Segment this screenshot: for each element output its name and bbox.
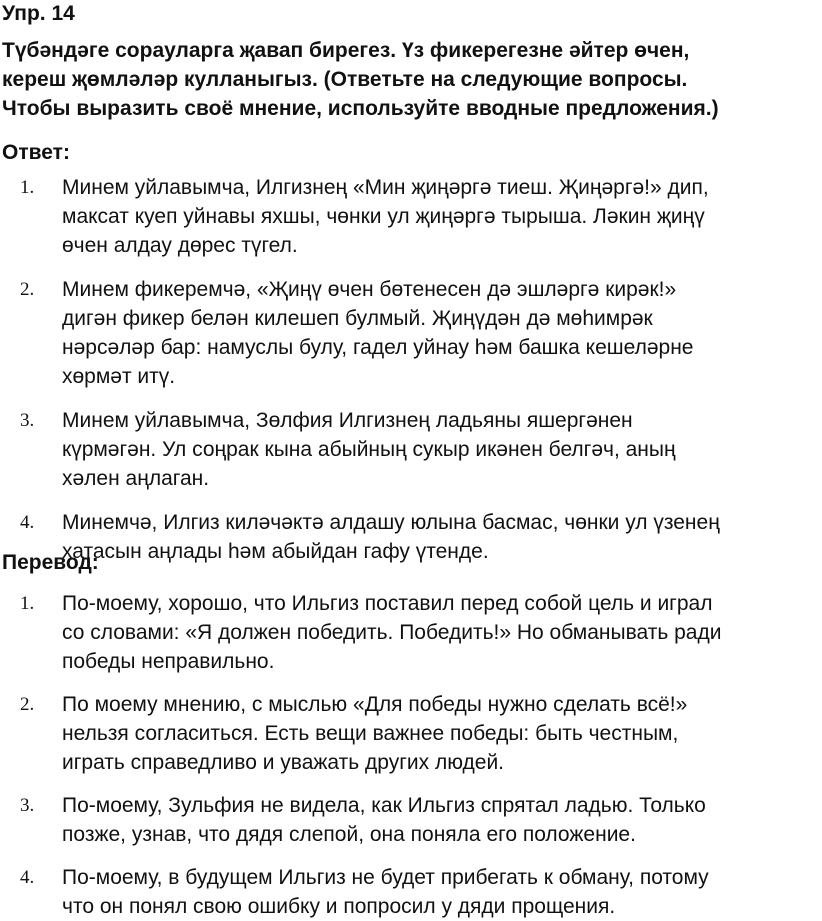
text-line: нәрсәләр бар: намуслы булу, гадел уйнау һәм башка кешеләрне xyxy=(62,336,694,359)
answer-text xyxy=(62,275,822,391)
text-line: хатасын аңлады һәм абыйдан гафу үтенде. xyxy=(62,540,489,563)
translation-text xyxy=(62,589,822,676)
answer-list xyxy=(0,173,800,566)
text-line: хөрмәт итү. xyxy=(62,365,176,388)
answer-heading: Ответ: xyxy=(2,141,70,164)
answer-item xyxy=(0,406,800,493)
text-line: позже, узнав, что дядя слепой, она поняла его положение. xyxy=(62,823,636,846)
translation-item xyxy=(0,791,800,849)
answer-text xyxy=(62,508,822,566)
list-number: 3. xyxy=(20,795,35,816)
translation-text xyxy=(62,791,822,849)
task-line: Түбәндәге сорауларга җавап бирегез. Үз фикерегезне әйтер өчен, xyxy=(2,39,690,62)
text-line: что он понял свою ошибку и попросил у дяди прощения. xyxy=(62,895,616,918)
task-instruction xyxy=(2,36,802,123)
list-number: 2. xyxy=(20,694,35,715)
translation-heading: Перевод: xyxy=(2,551,99,574)
task-line: кереш җөмләләр кулланыгыз. (Ответьте на следующие вопросы. xyxy=(2,68,688,91)
answer-item xyxy=(0,173,800,260)
translation-text xyxy=(62,690,822,777)
text-line: играть справедливо и уважать других людей. xyxy=(62,751,505,774)
list-number: 1. xyxy=(20,177,35,198)
text-line: По моему мнению, с мыслью «Для победы нужно сделать всё!» xyxy=(62,693,688,716)
answer-text xyxy=(62,173,822,260)
list-number: 2. xyxy=(20,279,35,300)
answer-text xyxy=(62,406,822,493)
text-line: Минем уйлавымча, Илгизнең «Мин җиңәргә тиеш. Җиңәргә!» дип, xyxy=(62,176,709,199)
text-line: По-моему, в будущем Ильгиз не будет прибегать к обману, потому xyxy=(62,866,709,889)
list-number: 4. xyxy=(20,867,35,888)
translation-item xyxy=(0,690,800,777)
text-line: По-моему, Зульфия не видела, как Ильгиз спрятал ладью. Только xyxy=(62,794,706,817)
text-line: Минем фикеремчә, «Җиңү өчен бөтенесен дә эшләргә кирәк!» xyxy=(62,278,677,301)
list-number: 1. xyxy=(20,593,35,614)
text-line: максат куеп уйнавы яхшы, чөнки ул җиңәргә тырыша. Ләкин җиңү xyxy=(62,205,705,228)
translation-item xyxy=(0,589,800,676)
text-line: Минемчә, Илгиз киләчәктә алдашу юлына басмас, чөнки ул үзенең xyxy=(62,511,720,534)
text-line: дигән фикер белән килешеп булмый. Җиңүдән дә мөһимрәк xyxy=(62,307,653,330)
list-number: 3. xyxy=(20,410,35,431)
text-line: нельзя согласиться. Есть вещи важнее победы: быть честным, xyxy=(62,722,679,745)
translation-list xyxy=(0,589,800,921)
task-line: Чтобы выразить своё мнение, используйте вводные предложения.) xyxy=(2,97,719,120)
text-line: По-моему, хорошо, что Ильгиз поставил перед собой цель и играл xyxy=(62,592,713,615)
exercise-title: Упр. 14 xyxy=(2,2,75,25)
answer-item xyxy=(0,275,800,391)
text-line: хәлен аңлаган. xyxy=(62,467,210,490)
text-line: Минем уйлавымча, Зөлфия Илгизнең ладьяны яшергәнен xyxy=(62,409,633,432)
translation-text xyxy=(62,863,822,921)
text-line: күрмәгән. Ул соңрак кына абыйның сукыр икәнен белгәч, аның xyxy=(62,438,676,461)
translation-item xyxy=(0,863,800,921)
answer-item xyxy=(0,508,800,566)
text-line: со словами: «Я должен победить. Победить!» Но обманывать ради xyxy=(62,621,722,644)
text-line: өчен алдау дөрес түгел. xyxy=(62,234,298,257)
text-line: победы неправильно. xyxy=(62,650,275,673)
list-number: 4. xyxy=(20,512,35,533)
